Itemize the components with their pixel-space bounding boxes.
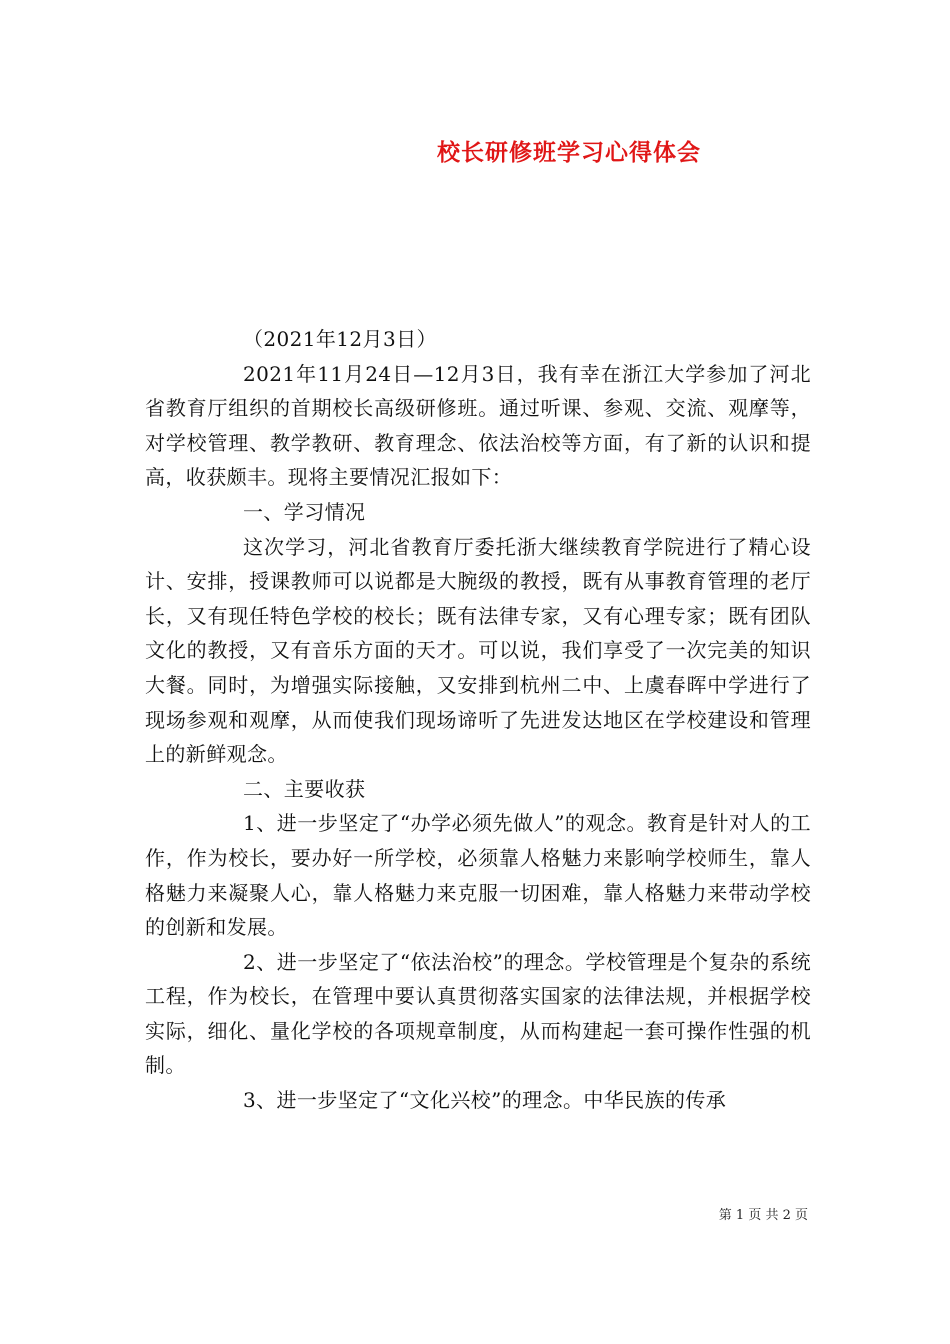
page-indicator: 第 1 页 共 2 页 <box>718 1208 808 1223</box>
document-body <box>145 322 811 1118</box>
document-title: 校长研修班学习心得体会 <box>437 140 701 166</box>
section-heading-study: 一、学习情况 <box>243 499 366 524</box>
paragraph-intro: 2021年11月24日—12月3日，我有幸在浙江大学参加了河北省教育厅组织的首期校长高级研修班。通过听课、参观、交流、观摩等，对学校管理、教学教研、教育理念、依法治校等方面，有了新的认识和提高，收获颇丰。现将主要情况汇报如下： <box>145 361 811 490</box>
paragraph-gain-1: 1、进一步坚定了“办学必须先做人”的观念。教育是针对人的工作，作为校长，要办好一所学校，必须靠人格魅力来影响学校师生，靠人格魅力来凝聚人心，靠人格魅力来克服一切困难，靠人格魅力来带动学校的创新和发展。 <box>145 811 811 940</box>
section-heading-gains: 二、主要收获 <box>243 776 366 801</box>
date-line: （2021年12月3日） <box>243 327 437 351</box>
paragraph-study: 这次学习，河北省教育厅委托浙大继续教育学院进行了精心设计、安排，授课教师可以说都是大腕级的教授，既有从事教育管理的老厅长，又有现任特色学校的校长；既有法律专家，又有心理专家；既有团队文化的教授，又有音乐方面的天才。可以说，我们享受了一次完美的知识大餐。同时，为增强实际接触，又安排到杭州二中、上虞春晖中学进行了现场参观和观摩，从而使我们现场谛听了先进发达地区在学校建设和管理上的新鲜观念。 <box>145 534 811 767</box>
paragraph-gain-2: 2、进一步坚定了“依法治校”的理念。学校管理是个复杂的系统工程，作为校长，在管理中要认真贯彻落实国家的法律法规，并根据学校实际，细化、量化学校的各项规章制度，从而构建起一套可操作性强的机制。 <box>145 949 811 1078</box>
paragraph-gain-3: 3、进一步坚定了“文化兴校”的理念。中华民族的传承 <box>243 1088 727 1113</box>
